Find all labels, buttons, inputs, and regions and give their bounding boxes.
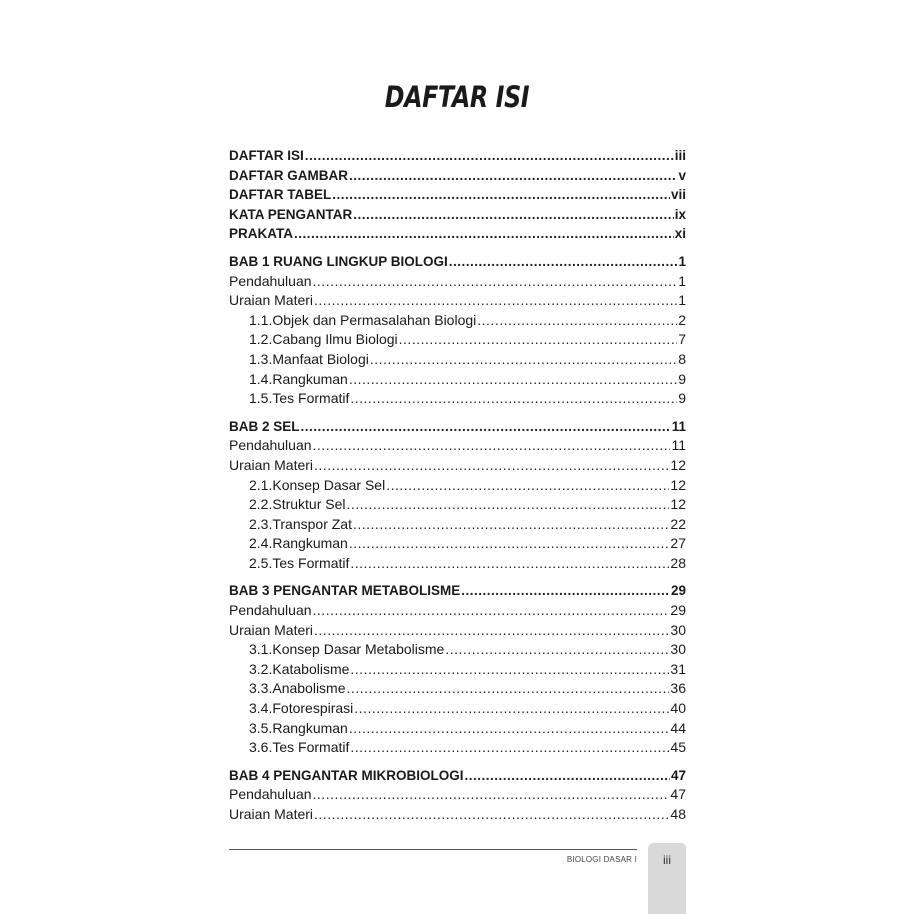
dot-leader (386, 476, 669, 496)
toc-entry-page: 12 (670, 496, 686, 513)
toc-subsection-entry[interactable] (229, 476, 686, 496)
dot-leader (461, 581, 670, 601)
dot-leader (313, 436, 671, 456)
dot-leader (349, 370, 677, 390)
dot-leader (332, 185, 670, 205)
toc-entry-label: DAFTAR ISI (229, 148, 304, 163)
dot-leader (350, 554, 669, 574)
toc-entry-page: 7 (678, 331, 686, 348)
toc-entry-page: 22 (670, 515, 686, 532)
toc-entry-label: KATA PENGANTAR (229, 206, 353, 222)
toc-subsection-entry[interactable] (229, 554, 686, 574)
toc-entry[interactable] (229, 601, 686, 621)
toc-entry-page: 40 (670, 700, 686, 717)
dot-leader (313, 785, 670, 805)
toc-subsection-entry[interactable] (229, 679, 686, 699)
dot-leader (449, 252, 678, 272)
dot-leader (350, 738, 669, 758)
toc-entry-label: DAFTAR GAMBAR (229, 167, 348, 183)
dot-leader (477, 311, 677, 331)
toc-entry-page: 12 (670, 476, 686, 493)
toc-heading-entry[interactable] (229, 166, 686, 186)
toc-entry-page: 30 (670, 641, 686, 658)
toc-entry-label: Uraian Materi (229, 292, 314, 309)
toc-entry[interactable] (229, 291, 686, 311)
toc-entry-label: 3.1.Konsep Dasar Metabolisme (249, 641, 445, 658)
toc-entry-label: 3.3.Anabolisme (249, 680, 346, 697)
dot-leader (305, 146, 674, 166)
toc-entry-page: 9 (678, 370, 686, 387)
dot-leader (353, 515, 669, 535)
toc-entry-page: xi (674, 226, 686, 242)
toc-subsection-entry[interactable] (229, 330, 686, 350)
dot-leader (354, 699, 669, 719)
toc-entry-page: 44 (670, 719, 686, 736)
toc-entry-label: BAB 1 RUANG LINGKUP BIOLOGI (229, 253, 448, 269)
toc-entry-label: BAB 4 PENGANTAR MIKROBIOLOGI (229, 767, 464, 783)
dot-leader (347, 495, 670, 515)
toc-entry-label: 1.3.Manfaat Biologi (249, 350, 369, 367)
toc-entry-page: 28 (670, 554, 686, 571)
dot-leader (370, 350, 677, 370)
toc-entry-label: 2.1.Konsep Dasar Sel (249, 476, 386, 493)
toc-entry-label: BAB 2 SEL (229, 418, 300, 434)
toc-heading-entry[interactable] (229, 581, 686, 601)
toc-subsection-entry[interactable] (229, 370, 686, 390)
dot-leader (294, 224, 674, 244)
section-gap (229, 758, 686, 766)
section-gap (229, 244, 686, 252)
toc-heading-entry[interactable] (229, 185, 686, 205)
toc-heading-entry[interactable] (229, 205, 686, 225)
toc-entry[interactable] (229, 272, 686, 292)
dot-leader (353, 205, 673, 225)
toc-entry-page: 9 (678, 390, 686, 407)
toc-entry-label: BAB 3 PENGANTAR METABOLISME (229, 583, 461, 599)
section-gap (229, 409, 686, 417)
toc-entry[interactable] (229, 436, 686, 456)
toc-entry-page: 2 (678, 311, 686, 328)
toc-entry-label: 1.5.Tes Formatif (249, 390, 350, 407)
toc-entry-label: Pendahuluan (229, 272, 312, 289)
dot-leader (445, 640, 669, 660)
toc-entry-label: 1.4.Rangkuman (249, 370, 348, 387)
footer-book-title: BIOLOGI DASAR I (566, 855, 637, 864)
toc-entry-label: 3.6.Tes Formatif (249, 739, 350, 756)
toc-entry-page: iii (674, 148, 686, 163)
toc-entry-label: Uraian Materi (229, 456, 314, 473)
toc-subsection-entry[interactable] (229, 495, 686, 515)
toc-entry[interactable] (229, 805, 686, 825)
toc-heading-entry[interactable] (229, 766, 686, 786)
toc-heading-entry[interactable] (229, 146, 686, 166)
dot-leader (314, 805, 669, 825)
toc-entry-label: 2.3.Transpor Zat (249, 515, 352, 532)
toc-entry-page: 11 (671, 418, 686, 434)
dot-leader (313, 601, 670, 621)
dot-leader (314, 456, 669, 476)
toc-entry-label: PRAKATA (229, 226, 293, 242)
toc-entry-page: 12 (670, 456, 686, 473)
toc-entry-label: 1.1.Objek dan Permasalahan Biologi (249, 311, 477, 328)
toc-heading-entry[interactable] (229, 224, 686, 244)
toc-entry-page: 30 (670, 621, 686, 638)
toc-entry-label: Uraian Materi (229, 806, 314, 822)
toc-entry-page: 29 (670, 602, 686, 619)
dot-leader (350, 660, 669, 680)
page-title: DAFTAR ISI (384, 80, 530, 114)
toc-subsection-entry[interactable] (229, 699, 686, 719)
toc-entry-label: Pendahuluan (229, 437, 312, 454)
toc-subsection-entry[interactable] (229, 311, 686, 331)
toc-entry[interactable] (229, 785, 686, 805)
toc-subsection-entry[interactable] (229, 350, 686, 370)
dot-leader (349, 719, 670, 739)
toc-subsection-entry[interactable] (229, 719, 686, 739)
section-gap (229, 573, 686, 581)
toc-heading-entry[interactable] (229, 252, 686, 272)
dot-leader (349, 166, 678, 186)
toc-entry-label: Uraian Materi (229, 621, 314, 638)
footer-page-number: iii (663, 853, 671, 867)
dot-leader (314, 621, 669, 641)
toc-subsection-entry[interactable] (229, 515, 686, 535)
toc-entry-page: 1 (678, 292, 686, 309)
toc-entry-page: 36 (670, 680, 686, 697)
dot-leader (465, 766, 670, 786)
table-of-contents (229, 146, 686, 825)
toc-entry-label: 3.4.Fotorespirasi (249, 700, 354, 717)
toc-entry-label: 2.4.Rangkuman (249, 535, 348, 552)
toc-entry[interactable] (229, 456, 686, 476)
toc-subsection-entry[interactable] (229, 640, 686, 660)
toc-entry-page: 47 (670, 786, 686, 803)
toc-entry-label: 2.2.Struktur Sel (249, 496, 346, 513)
dot-leader (399, 330, 678, 350)
toc-entry-page: 27 (670, 535, 686, 552)
toc-entry-page: 45 (670, 739, 686, 756)
dot-leader (314, 291, 677, 311)
toc-entry-page: v (678, 167, 686, 183)
toc-entry-page: 1 (678, 272, 686, 289)
toc-entry-page: 48 (670, 806, 686, 822)
dot-leader (350, 389, 677, 409)
toc-entry-page: 31 (670, 660, 686, 677)
toc-entry-label: Pendahuluan (229, 602, 312, 619)
dot-leader (313, 272, 678, 292)
dot-leader (347, 679, 670, 699)
toc-entry-label: 2.5.Tes Formatif (249, 554, 350, 571)
dot-leader (349, 534, 670, 554)
toc-entry-label: 3.5.Rangkuman (249, 719, 348, 736)
toc-entry[interactable] (229, 621, 686, 641)
toc-subsection-entry[interactable] (229, 738, 686, 758)
toc-entry-page: 29 (670, 583, 686, 599)
toc-entry-label: 1.2.Cabang Ilmu Biologi (249, 331, 398, 348)
toc-entry-page: 1 (678, 253, 686, 269)
dot-leader (301, 417, 671, 437)
toc-entry-page: 8 (678, 350, 686, 367)
footer-page-tab (648, 843, 686, 914)
toc-entry-page: 11 (671, 437, 686, 454)
toc-heading-entry[interactable] (229, 417, 686, 437)
toc-subsection-entry[interactable] (229, 389, 686, 409)
toc-entry-page: 47 (670, 767, 686, 783)
toc-entry-label: DAFTAR TABEL (229, 187, 332, 203)
toc-entry-page: vii (670, 187, 686, 203)
toc-subsection-entry[interactable] (229, 534, 686, 554)
toc-entry-page: ix (674, 206, 686, 222)
toc-subsection-entry[interactable] (229, 660, 686, 680)
footer-divider (229, 849, 637, 850)
toc-entry-label: Pendahuluan (229, 786, 312, 803)
toc-entry-label: 3.2.Katabolisme (249, 660, 350, 677)
